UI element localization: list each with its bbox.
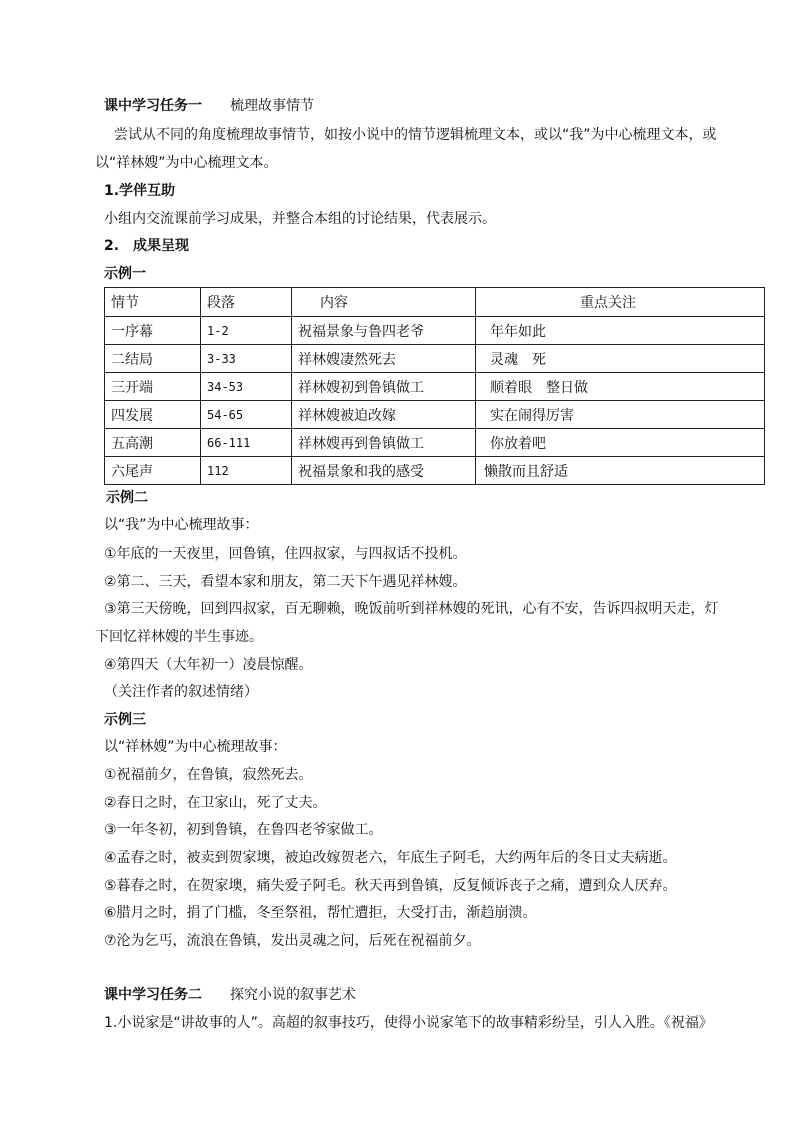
- example3-lead: 以“祥林嫂”为中心梳理故事：: [104, 739, 287, 755]
- list-item: ①祝福前夕，在鲁镇，寂然死去。: [104, 767, 313, 783]
- list-item: 下回忆祥林嫂的半生事迹。: [95, 629, 263, 645]
- table-header-cell: 重点关注: [476, 288, 765, 317]
- table-cell: 年年如此: [476, 317, 765, 345]
- table-row: [105, 317, 765, 345]
- table-cell: 祥林嫂被迫改嫁: [292, 401, 476, 429]
- table-cell: 懒散而且舒适: [476, 457, 765, 485]
- table-cell: 54-65: [201, 401, 292, 429]
- task1-subtitle: 梳理故事情节: [230, 98, 314, 114]
- table-row: [105, 401, 765, 429]
- task2-text: 1.小说家是“讲故事的人”。高超的叙事技巧，使得小说家笔下的故事精彩纷呈，引人入胜。《祝福》: [104, 1015, 713, 1031]
- list-item: ⑤暮春之时，在贺家墺，痛失爱子阿毛。秋天再到鲁镇，反复倾诉丧子之痛，遭到众人厌弃。: [104, 878, 677, 894]
- table-cell: 祝福景象与鲁四老爷: [292, 317, 476, 345]
- table-cell: 你放着吧: [476, 429, 765, 457]
- list-item: ④第四天（大年初一）凌晨惊醒。: [104, 657, 313, 673]
- list-item: ④孟春之时，被卖到贺家墺，被迫改嫁贺老六，年底生子阿毛，大约两年后的冬日丈夫病逝。: [104, 850, 677, 866]
- table-cell: 顺着眼 整日做: [476, 373, 765, 401]
- task2-heading: [104, 985, 356, 1005]
- task2-subtitle: 探究小说的叙事艺术: [230, 987, 356, 1003]
- step2-title: 2. 成果呈现: [104, 238, 190, 254]
- table-row: [105, 429, 765, 457]
- table-cell: 66-111: [201, 429, 292, 457]
- example2-note: （关注作者的叙述情绪）: [104, 684, 258, 700]
- list-item: ②春日之时，在卫家山，死了丈夫。: [104, 795, 327, 811]
- table-header-cell: 段落: [201, 288, 292, 317]
- task1-intro-line2: 以“祥林嫂”为中心梳理文本。: [95, 155, 278, 171]
- table-row: [105, 373, 765, 401]
- table-header-row: [105, 288, 765, 317]
- step1-title: 1.学伴互助: [104, 183, 176, 199]
- task2-title: 课中学习任务二: [104, 987, 202, 1003]
- list-item: ⑥腊月之时，捐了门槛，冬至祭祖，帮忙遭拒，大受打击，渐趋崩溃。: [104, 905, 537, 921]
- table-row: [105, 345, 765, 373]
- table-cell: 34-53: [201, 373, 292, 401]
- task1-heading: [104, 96, 314, 116]
- table-cell: 五高潮: [105, 429, 201, 457]
- list-item: ⑦沦为乞丐，流浪在鲁镇，发出灵魂之问，后死在祝福前夕。: [104, 933, 481, 949]
- list-item: ③第三天傍晚，回到四叔家，百无聊赖，晚饭前听到祥林嫂的死讯，心有不安，告诉四叔明天走，灯: [104, 601, 719, 617]
- list-item: ②第二、三天，看望本家和朋友，第二天下午遇见祥林嫂。: [104, 574, 467, 590]
- table-cell: 3-33: [201, 345, 292, 373]
- table-cell: 实在闹得厉害: [476, 401, 765, 429]
- example2-title: 示例二: [106, 490, 148, 506]
- table-cell: 一序幕: [105, 317, 201, 345]
- table-cell: 灵魂 死: [476, 345, 765, 373]
- table-cell: 1-2: [201, 317, 292, 345]
- table-cell: 祝福景象和我的感受: [292, 457, 476, 485]
- table-row: [105, 457, 765, 485]
- step1-text: 小组内交流课前学习成果，并整合本组的讨论结果，代表展示。: [104, 211, 496, 227]
- list-item: ③一年冬初，初到鲁镇，在鲁四老爷家做工。: [104, 822, 383, 838]
- table-cell: 四发展: [105, 401, 201, 429]
- task1-title: 课中学习任务一: [104, 98, 202, 114]
- table-cell: 三开端: [105, 373, 201, 401]
- table-header-cell: 内容: [292, 288, 476, 317]
- table-cell: 二结局: [105, 345, 201, 373]
- table-cell: 祥林嫂初到鲁镇做工: [292, 373, 476, 401]
- task1-intro-line1: 尝试从不同的角度梳理故事情节，如按小说中的情节逻辑梳理文本，或以“我”为中心梳理文本，或: [114, 127, 717, 143]
- example2-lead: 以“我”为中心梳理故事：: [104, 517, 259, 533]
- list-item: ①年底的一天夜里，回鲁镇，住四叔家，与四叔话不投机。: [104, 546, 467, 562]
- plot-table: [104, 287, 765, 485]
- table-cell: 祥林嫂凄然死去: [292, 345, 476, 373]
- table-header-cell: 情节: [105, 288, 201, 317]
- example3-title: 示例三: [104, 712, 146, 728]
- table-cell: 112: [201, 457, 292, 485]
- table-cell: 祥林嫂再到鲁镇做工: [292, 429, 476, 457]
- example1-title: 示例一: [104, 266, 146, 282]
- table-cell: 六尾声: [105, 457, 201, 485]
